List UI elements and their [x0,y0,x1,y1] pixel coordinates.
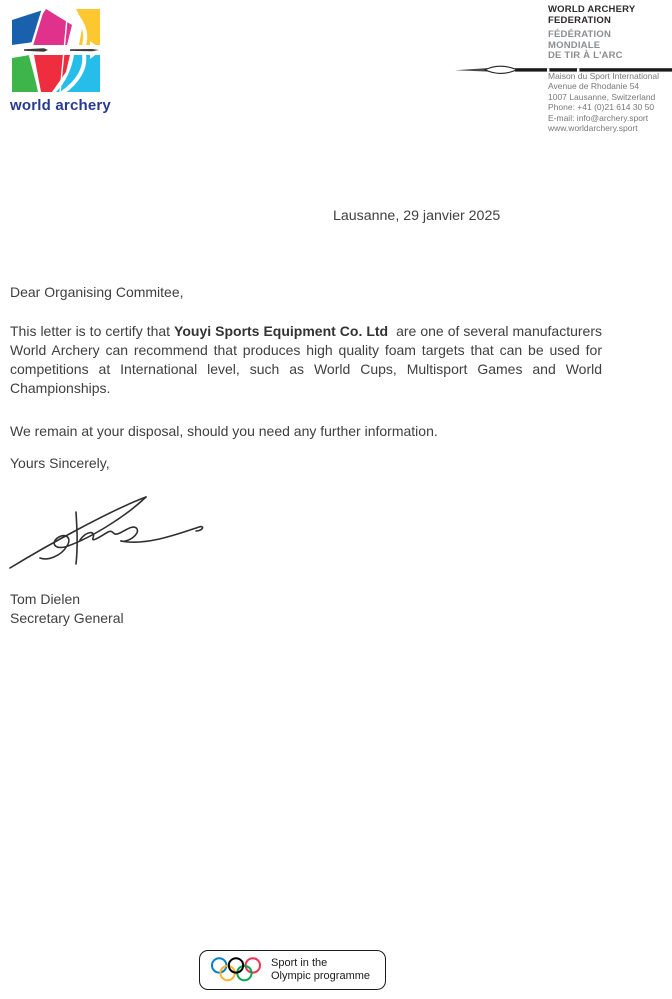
signer-name: Tom Dielen [10,591,81,607]
org-fr-line2: MONDIALE [548,39,601,51]
world-archery-logo [10,8,111,114]
address-line: Phone: +41 (0)21 614 30 50 [548,102,655,113]
badge-line1: Sport in the [271,957,328,969]
badge-line2: Olympic programme [271,970,371,982]
olympic-rings-icon [210,957,262,983]
olympic-programme-badge [199,950,386,990]
world-archery-logo-icon [10,8,102,94]
signer-title: Secretary General [10,610,124,626]
closing: Yours Sincerely, [10,455,110,471]
org-fr-line1: FÉDÉRATION [548,29,612,40]
address-line: 1007 Lausanne, Switzerland [548,91,656,102]
org-fr-line3: DE TIR À L'ARC [548,50,623,61]
address-line: Maison du Sport International [548,71,660,81]
signer-block [10,590,124,628]
letterhead-org-names [548,5,635,62]
address-line: Avenue de Rhodanie 54 [548,81,640,92]
org-name-french [548,30,635,62]
salutation: Dear Organising Commitee, [10,284,184,300]
address-website: www.worldarchery.sport [548,123,638,134]
dateline: Lausanne, 29 janvier 2025 [333,208,501,224]
body-text-after: are one of several manufacturers World Archery can recommend that produces high quality foam targets that can be used for competitions at International level, such as World Cups, Multisport Games and World Championships. [10,323,602,396]
org-en-line1: WORLD ARCHERY [548,4,636,15]
org-name-english [548,5,635,26]
body-paragraph-1 [10,322,602,398]
org-en-line2: FEDERATION [548,14,612,26]
signature-icon [6,486,216,574]
world-archery-wordmark: world archery [10,97,111,114]
badge-text [271,957,370,983]
letterhead-address [548,71,659,133]
company-name: Youyi Sports Equipment Co. Ltd [174,323,389,339]
address-email: E-mail: info@archery.sport [548,112,649,123]
body-paragraph-2: We remain at your disposal, should you need any further information. [10,423,438,439]
body-text-before: This letter is to certify that [10,323,175,339]
